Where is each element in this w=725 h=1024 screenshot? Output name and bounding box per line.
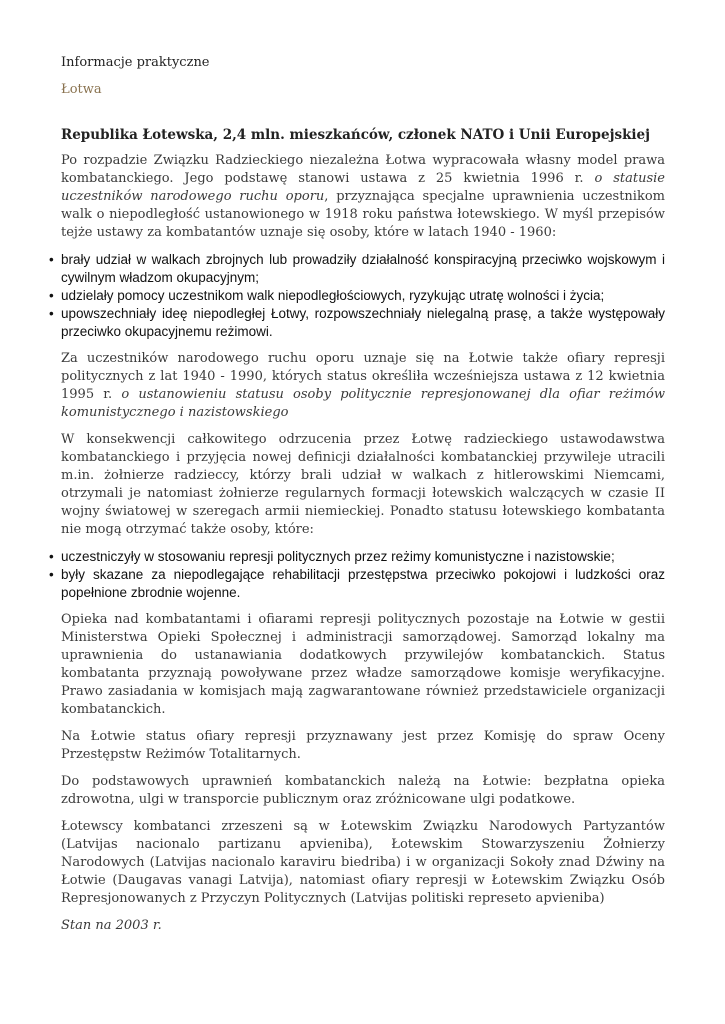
document-page <box>61 54 665 944</box>
law-title-2: o ustanowieniu statusu osoby politycznie represjonowanej dla ofiar reżimów komunistycznego i nazistowskiego <box>61 387 665 420</box>
list-item: • były skazane za niepodlegające rehabilitacji przestępstwa przeciwko pokojowi i ludzkości oraz popełnione zbrodnie wojenne. <box>61 566 665 602</box>
article-title: Republika Łotewska, 2,4 mln. mieszkańców, członek NATO i Unii Europejskiej <box>61 127 651 143</box>
paragraph-care: Opieka nad kombatantami i ofiarami represji politycznych pozostaje na Łotwie w gestii Ministerstwa Opieki Społecznej i administracji samorządowej. Samorząd lokalny ma uprawnienia do ustanawiania dodatkowych przywilejów kombatanckich. Status kombatanta przyznają powoływane przez władze samorządowe komisje weryfikacyjne. Prawo zasiadania w komisjach mają zagwarantowane również przedstawiciele organizacji kombatanckich. <box>61 612 665 717</box>
paragraph-commission: Na Łotwie status ofiary represji przyznawany jest przez Komisję do spraw Oceny Przestępstw Reżimów Totalitarnych. <box>61 729 665 762</box>
intro-text-cont: , przyznająca specjalne uprawnienia uczestnikom walk o niepodległość ustanowionego w 1918 roku państwa łotewskiego. W myśl przepisów tejże ustawy za kombatantów uznaje się osoby, które w latach 1940 - 1960: <box>61 189 665 240</box>
paragraph-organizations: Łotewscy kombatanci zrzeszeni są w Łotewskim Związku Narodowych Partyzantów (Latvijas nacionalo partizanu apvieniba), Łotewskim Stowarzyszeniu Żołnierzy Narodowych (Latvijas nacionalo karaviru biedriba) i w organizacji Sokoły znad Dźwiny na Łotwie (Daugavas vanagi Latvija), natomiast ofiary represji w Łotewskim Związku Osób Represjonowanych z Przyczyn Politycznych (Latvijas politiski represeto apvieniba) <box>61 819 665 906</box>
country-label: Łotwa <box>61 82 102 97</box>
status-date: Stan na 2003 r. <box>61 918 162 933</box>
intro-text: Po rozpadzie Związku Radzieckiego niezależna Łotwa wypracowała własny model prawa kombatanckiego. Jego podstawę stanowi ustawa z 25 kwietnia 1996 r. <box>61 153 665 186</box>
list-item: • udzielały pomocy uczestnikom walk niepodległościowych, ryzykując utratę wolności i życia; <box>61 287 665 305</box>
list-item: • uczestniczyły w stosowaniu represji politycznych przez reżimy komunistyczne i nazistowskie; <box>61 548 665 566</box>
breadcrumb: Informacje praktyczne <box>61 55 210 70</box>
paragraph-intro <box>61 152 665 242</box>
paragraph-consequences: W konsekwencji całkowitego odrzucenia przez Łotwę radzieckiego ustawodawstwa kombatanckiego i przyjęcia nowej definicji działalności kombatanckiej przywileje utracili m.in. żołnierze radzieccy, którzy brali udział w walkach z hitlerowskimi Niemcami, otrzymali je natomiast żołnierze regularnych formacji łotewskich walczących w czasie II wojny światowej w szeregach armii niemieckiej. Ponadto statusu łotewskiego kombatanta nie mogą otrzymać także osoby, które: <box>61 432 665 537</box>
paragraph-repression <box>61 350 665 422</box>
paragraph-rights: Do podstawowych uprawnień kombatanckich należą na Łotwie: bezpłatna opieka zdrowotna, ulgi w transporcie publicznym oraz zróżnicowane ulgi podatkowe. <box>61 774 665 807</box>
eligibility-list <box>47 251 665 341</box>
repression-text: Za uczestników narodowego ruchu oporu uznaje się na Łotwie także ofiary represji politycznych z lat 1940 - 1990, których status określiła wcześniejsza ustawa z 12 kwietnia 1995 r. <box>61 351 665 402</box>
exclusion-list <box>47 548 665 602</box>
law-title-1: o statusie uczestników narodowego ruchu oporu <box>61 171 665 204</box>
list-item: • brały udział w walkach zbrojnych lub prowadziły działalność konspiracyjną przeciwko wojskowym i cywilnym władzom okupacyjnym; <box>61 251 665 287</box>
list-item: • upowszechniały ideę niepodległej Łotwy, rozpowszechniały nielegalną prasę, a także występowały przeciwko okupacyjnemu reżimowi. <box>61 305 665 341</box>
